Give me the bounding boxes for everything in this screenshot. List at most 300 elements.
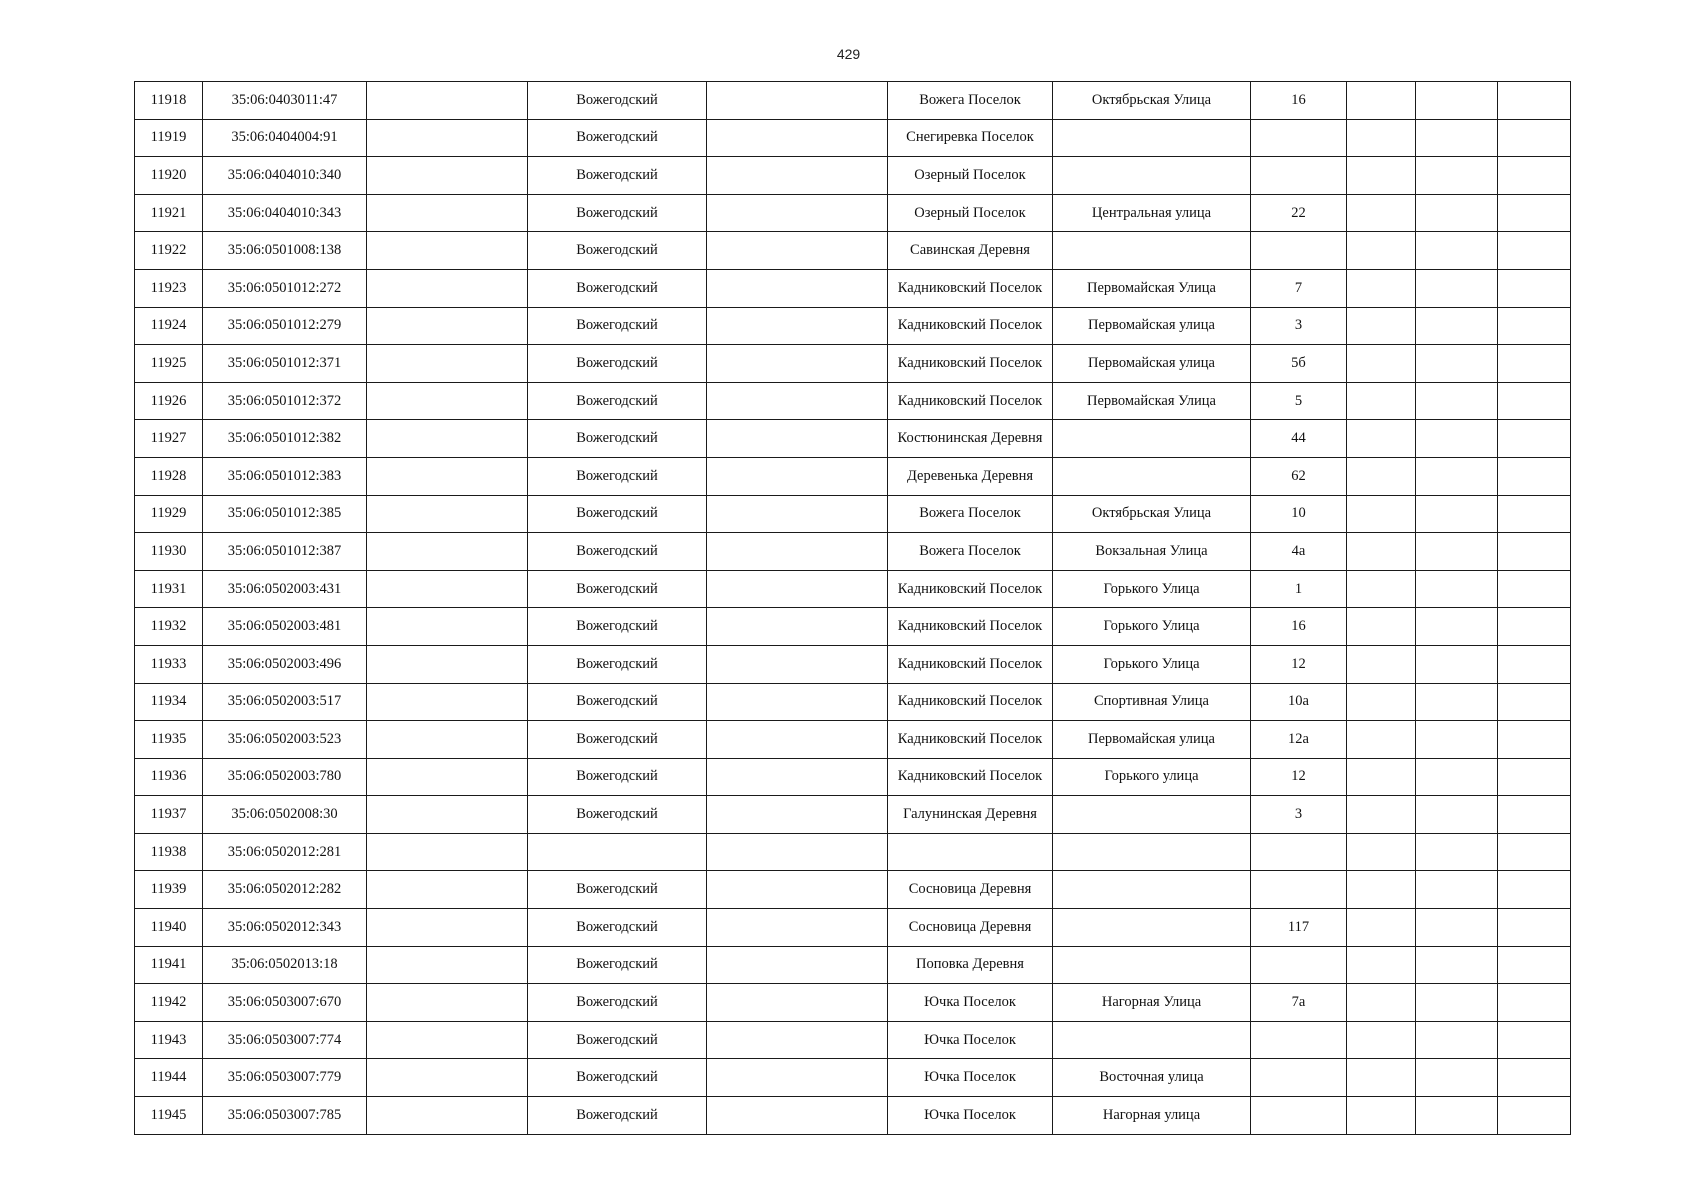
street-cell (1053, 1021, 1251, 1059)
empty-cell (1347, 232, 1416, 270)
empty-cell (1416, 683, 1498, 721)
empty-cell (1416, 533, 1498, 571)
empty-cell (1498, 345, 1571, 383)
empty-cell (367, 82, 528, 120)
cadastral-number-cell: 35:06:0501012:371 (203, 345, 367, 383)
empty-cell (1498, 909, 1571, 947)
table-row (135, 345, 1571, 383)
table-row (135, 269, 1571, 307)
district-cell: Вожегодский (528, 871, 707, 909)
house-number-cell (1251, 1059, 1347, 1097)
house-number-cell: 1 (1251, 570, 1347, 608)
cadastral-number-cell: 35:06:0403011:47 (203, 82, 367, 120)
row-number-cell: 11941 (135, 946, 203, 984)
locality-cell: Ючка Поселок (888, 1021, 1053, 1059)
cadastral-number-cell: 35:06:0502003:431 (203, 570, 367, 608)
district-cell: Вожегодский (528, 533, 707, 571)
house-number-cell (1251, 232, 1347, 270)
cadastral-number-cell: 35:06:0503007:785 (203, 1097, 367, 1135)
empty-cell (1416, 1059, 1498, 1097)
empty-cell (1416, 194, 1498, 232)
cadastral-number-cell: 35:06:0503007:779 (203, 1059, 367, 1097)
district-cell: Вожегодский (528, 382, 707, 420)
row-number-cell: 11925 (135, 345, 203, 383)
empty-cell (1416, 495, 1498, 533)
table-row (135, 833, 1571, 871)
empty-cell (707, 533, 888, 571)
district-cell: Вожегодский (528, 946, 707, 984)
street-cell: Первомайская улица (1053, 345, 1251, 383)
empty-cell (1416, 871, 1498, 909)
empty-cell (1347, 157, 1416, 195)
empty-cell (367, 645, 528, 683)
street-cell: Нагорная улица (1053, 1097, 1251, 1135)
empty-cell (367, 232, 528, 270)
empty-cell (1347, 1021, 1416, 1059)
row-number-cell: 11923 (135, 269, 203, 307)
empty-cell (1416, 570, 1498, 608)
district-cell: Вожегодский (528, 457, 707, 495)
district-cell: Вожегодский (528, 683, 707, 721)
district-cell: Вожегодский (528, 194, 707, 232)
house-number-cell (1251, 119, 1347, 157)
cadastral-number-cell: 35:06:0502012:281 (203, 833, 367, 871)
locality-cell: Вожега Поселок (888, 533, 1053, 571)
empty-cell (1498, 570, 1571, 608)
empty-cell (707, 833, 888, 871)
cadastral-number-cell: 35:06:0502012:343 (203, 909, 367, 947)
locality-cell: Савинская Деревня (888, 232, 1053, 270)
empty-cell (367, 420, 528, 458)
empty-cell (1347, 457, 1416, 495)
empty-cell (367, 1021, 528, 1059)
cadastral-number-cell: 35:06:0404004:91 (203, 119, 367, 157)
registry-table (134, 81, 1571, 1135)
empty-cell (1416, 984, 1498, 1022)
locality-cell: Сосновица Деревня (888, 871, 1053, 909)
house-number-cell (1251, 1097, 1347, 1135)
empty-cell (707, 984, 888, 1022)
row-number-cell: 11936 (135, 758, 203, 796)
district-cell: Вожегодский (528, 345, 707, 383)
row-number-cell: 11944 (135, 1059, 203, 1097)
locality-cell: Снегиревка Поселок (888, 119, 1053, 157)
cadastral-number-cell: 35:06:0502003:517 (203, 683, 367, 721)
street-cell (1053, 420, 1251, 458)
empty-cell (707, 232, 888, 270)
district-cell: Вожегодский (528, 909, 707, 947)
empty-cell (1498, 1059, 1571, 1097)
district-cell: Вожегодский (528, 495, 707, 533)
district-cell: Вожегодский (528, 119, 707, 157)
locality-cell: Кадниковский Поселок (888, 608, 1053, 646)
locality-cell: Костюнинская Деревня (888, 420, 1053, 458)
empty-cell (1498, 457, 1571, 495)
row-number-cell: 11927 (135, 420, 203, 458)
empty-cell (367, 533, 528, 571)
district-cell: Вожегодский (528, 307, 707, 345)
empty-cell (367, 796, 528, 834)
house-number-cell: 3 (1251, 307, 1347, 345)
house-number-cell: 12 (1251, 645, 1347, 683)
empty-cell (1347, 82, 1416, 120)
empty-cell (1347, 570, 1416, 608)
street-cell (1053, 871, 1251, 909)
street-cell (1053, 946, 1251, 984)
row-number-cell: 11931 (135, 570, 203, 608)
empty-cell (1416, 157, 1498, 195)
street-cell (1053, 119, 1251, 157)
row-number-cell: 11921 (135, 194, 203, 232)
empty-cell (1498, 232, 1571, 270)
table-row (135, 533, 1571, 571)
empty-cell (1498, 871, 1571, 909)
locality-cell: Кадниковский Поселок (888, 570, 1053, 608)
empty-cell (1416, 833, 1498, 871)
empty-cell (1347, 683, 1416, 721)
empty-cell (1416, 721, 1498, 759)
empty-cell (707, 119, 888, 157)
table-row (135, 608, 1571, 646)
cadastral-number-cell: 35:06:0501008:138 (203, 232, 367, 270)
empty-cell (1416, 82, 1498, 120)
row-number-cell: 11934 (135, 683, 203, 721)
street-cell: Первомайская улица (1053, 721, 1251, 759)
empty-cell (1498, 758, 1571, 796)
empty-cell (367, 345, 528, 383)
empty-cell (707, 82, 888, 120)
district-cell (528, 833, 707, 871)
row-number-cell: 11945 (135, 1097, 203, 1135)
street-cell (1053, 457, 1251, 495)
street-cell (1053, 796, 1251, 834)
empty-cell (707, 1021, 888, 1059)
empty-cell (1498, 119, 1571, 157)
table-row (135, 1059, 1571, 1097)
empty-cell (367, 721, 528, 759)
district-cell: Вожегодский (528, 796, 707, 834)
empty-cell (1347, 1097, 1416, 1135)
empty-cell (1498, 157, 1571, 195)
empty-cell (707, 608, 888, 646)
cadastral-number-cell: 35:06:0503007:670 (203, 984, 367, 1022)
empty-cell (367, 1059, 528, 1097)
empty-cell (1347, 758, 1416, 796)
table-row (135, 119, 1571, 157)
empty-cell (1498, 533, 1571, 571)
locality-cell: Кадниковский Поселок (888, 645, 1053, 683)
street-cell (1053, 833, 1251, 871)
empty-cell (1498, 645, 1571, 683)
empty-cell (707, 683, 888, 721)
row-number-cell: 11942 (135, 984, 203, 1022)
empty-cell (1498, 721, 1571, 759)
registry-table-body (135, 82, 1571, 1135)
table-row (135, 82, 1571, 120)
empty-cell (1416, 232, 1498, 270)
empty-cell (367, 608, 528, 646)
empty-cell (707, 420, 888, 458)
empty-cell (707, 382, 888, 420)
locality-cell (888, 833, 1053, 871)
empty-cell (707, 194, 888, 232)
cadastral-number-cell: 35:06:0501012:387 (203, 533, 367, 571)
street-cell: Нагорная Улица (1053, 984, 1251, 1022)
row-number-cell: 11935 (135, 721, 203, 759)
table-row (135, 570, 1571, 608)
district-cell: Вожегодский (528, 82, 707, 120)
empty-cell (367, 495, 528, 533)
street-cell: Горького улица (1053, 758, 1251, 796)
empty-cell (707, 909, 888, 947)
table-row (135, 194, 1571, 232)
table-row (135, 1097, 1571, 1135)
district-cell: Вожегодский (528, 984, 707, 1022)
cadastral-number-cell: 35:06:0501012:383 (203, 457, 367, 495)
empty-cell (367, 457, 528, 495)
page-number: 429 (836, 46, 861, 62)
empty-cell (367, 871, 528, 909)
empty-cell (1498, 833, 1571, 871)
table-row (135, 420, 1571, 458)
empty-cell (367, 119, 528, 157)
district-cell: Вожегодский (528, 570, 707, 608)
cadastral-number-cell: 35:06:0502003:523 (203, 721, 367, 759)
empty-cell (1347, 1059, 1416, 1097)
house-number-cell: 5б (1251, 345, 1347, 383)
empty-cell (1498, 796, 1571, 834)
row-number-cell: 11938 (135, 833, 203, 871)
empty-cell (1498, 194, 1571, 232)
table-row (135, 1021, 1571, 1059)
locality-cell: Озерный Поселок (888, 157, 1053, 195)
empty-cell (707, 157, 888, 195)
empty-cell (1498, 307, 1571, 345)
row-number-cell: 11932 (135, 608, 203, 646)
cadastral-number-cell: 35:06:0502012:282 (203, 871, 367, 909)
locality-cell: Кадниковский Поселок (888, 382, 1053, 420)
empty-cell (1347, 420, 1416, 458)
table-row (135, 232, 1571, 270)
empty-cell (707, 457, 888, 495)
street-cell: Первомайская Улица (1053, 269, 1251, 307)
district-cell: Вожегодский (528, 1097, 707, 1135)
empty-cell (1347, 307, 1416, 345)
table-row (135, 796, 1571, 834)
empty-cell (1347, 721, 1416, 759)
table-row (135, 909, 1571, 947)
table-row (135, 721, 1571, 759)
empty-cell (1347, 382, 1416, 420)
locality-cell: Ючка Поселок (888, 984, 1053, 1022)
street-cell (1053, 909, 1251, 947)
empty-cell (707, 721, 888, 759)
house-number-cell (1251, 1021, 1347, 1059)
street-cell: Октябрьская Улица (1053, 495, 1251, 533)
house-number-cell: 62 (1251, 457, 1347, 495)
empty-cell (1347, 495, 1416, 533)
table-row (135, 645, 1571, 683)
table-row (135, 457, 1571, 495)
locality-cell: Вожега Поселок (888, 495, 1053, 533)
table-row (135, 683, 1571, 721)
empty-cell (1416, 796, 1498, 834)
cadastral-number-cell: 35:06:0502003:780 (203, 758, 367, 796)
empty-cell (1347, 871, 1416, 909)
empty-cell (367, 833, 528, 871)
cadastral-number-cell: 35:06:0502003:481 (203, 608, 367, 646)
empty-cell (367, 194, 528, 232)
street-cell: Первомайская улица (1053, 307, 1251, 345)
empty-cell (707, 345, 888, 383)
row-number-cell: 11933 (135, 645, 203, 683)
locality-cell: Сосновица Деревня (888, 909, 1053, 947)
cadastral-number-cell: 35:06:0502013:18 (203, 946, 367, 984)
row-number-cell: 11928 (135, 457, 203, 495)
house-number-cell: 5 (1251, 382, 1347, 420)
empty-cell (367, 382, 528, 420)
row-number-cell: 11919 (135, 119, 203, 157)
street-cell: Горького Улица (1053, 608, 1251, 646)
locality-cell: Кадниковский Поселок (888, 683, 1053, 721)
empty-cell (707, 1097, 888, 1135)
table-row (135, 382, 1571, 420)
street-cell: Восточная улица (1053, 1059, 1251, 1097)
house-number-cell (1251, 871, 1347, 909)
house-number-cell: 7 (1251, 269, 1347, 307)
empty-cell (1347, 833, 1416, 871)
row-number-cell: 11939 (135, 871, 203, 909)
cadastral-number-cell: 35:06:0404010:343 (203, 194, 367, 232)
table-row (135, 307, 1571, 345)
empty-cell (1347, 946, 1416, 984)
locality-cell: Озерный Поселок (888, 194, 1053, 232)
cadastral-number-cell: 35:06:0503007:774 (203, 1021, 367, 1059)
cadastral-number-cell: 35:06:0501012:272 (203, 269, 367, 307)
empty-cell (707, 1059, 888, 1097)
house-number-cell (1251, 833, 1347, 871)
empty-cell (1416, 307, 1498, 345)
empty-cell (707, 758, 888, 796)
street-cell (1053, 157, 1251, 195)
cadastral-number-cell: 35:06:0501012:385 (203, 495, 367, 533)
empty-cell (1498, 1021, 1571, 1059)
house-number-cell: 22 (1251, 194, 1347, 232)
house-number-cell: 16 (1251, 608, 1347, 646)
table-row (135, 946, 1571, 984)
house-number-cell: 12а (1251, 721, 1347, 759)
street-cell: Спортивная Улица (1053, 683, 1251, 721)
locality-cell: Кадниковский Поселок (888, 758, 1053, 796)
row-number-cell: 11926 (135, 382, 203, 420)
empty-cell (1416, 1097, 1498, 1135)
empty-cell (1416, 946, 1498, 984)
row-number-cell: 11920 (135, 157, 203, 195)
district-cell: Вожегодский (528, 721, 707, 759)
empty-cell (1416, 1021, 1498, 1059)
empty-cell (367, 909, 528, 947)
locality-cell: Вожега Поселок (888, 82, 1053, 120)
empty-cell (1416, 608, 1498, 646)
street-cell: Октябрьская Улица (1053, 82, 1251, 120)
empty-cell (707, 796, 888, 834)
district-cell: Вожегодский (528, 608, 707, 646)
empty-cell (1498, 420, 1571, 458)
house-number-cell: 44 (1251, 420, 1347, 458)
empty-cell (1416, 645, 1498, 683)
cadastral-number-cell: 35:06:0502008:30 (203, 796, 367, 834)
row-number-cell: 11937 (135, 796, 203, 834)
empty-cell (1347, 645, 1416, 683)
house-number-cell: 10а (1251, 683, 1347, 721)
locality-cell: Кадниковский Поселок (888, 269, 1053, 307)
district-cell: Вожегодский (528, 420, 707, 458)
district-cell: Вожегодский (528, 645, 707, 683)
empty-cell (367, 1097, 528, 1135)
empty-cell (1347, 909, 1416, 947)
empty-cell (1498, 269, 1571, 307)
locality-cell: Ючка Поселок (888, 1097, 1053, 1135)
empty-cell (1498, 382, 1571, 420)
locality-cell: Кадниковский Поселок (888, 345, 1053, 383)
house-number-cell: 12 (1251, 758, 1347, 796)
empty-cell (367, 157, 528, 195)
house-number-cell (1251, 157, 1347, 195)
empty-cell (707, 495, 888, 533)
table-row (135, 984, 1571, 1022)
cadastral-number-cell: 35:06:0502003:496 (203, 645, 367, 683)
empty-cell (1416, 457, 1498, 495)
row-number-cell: 11940 (135, 909, 203, 947)
district-cell: Вожегодский (528, 157, 707, 195)
locality-cell: Кадниковский Поселок (888, 721, 1053, 759)
district-cell: Вожегодский (528, 758, 707, 796)
street-cell: Вокзальная Улица (1053, 533, 1251, 571)
empty-cell (707, 570, 888, 608)
empty-cell (1347, 119, 1416, 157)
row-number-cell: 11929 (135, 495, 203, 533)
empty-cell (1416, 758, 1498, 796)
empty-cell (367, 269, 528, 307)
empty-cell (1498, 946, 1571, 984)
empty-cell (1498, 82, 1571, 120)
street-cell: Горького Улица (1053, 570, 1251, 608)
street-cell: Первомайская Улица (1053, 382, 1251, 420)
row-number-cell: 11930 (135, 533, 203, 571)
empty-cell (707, 946, 888, 984)
empty-cell (1347, 345, 1416, 383)
empty-cell (707, 645, 888, 683)
empty-cell (1347, 533, 1416, 571)
house-number-cell: 3 (1251, 796, 1347, 834)
table-row (135, 758, 1571, 796)
empty-cell (1347, 608, 1416, 646)
empty-cell (367, 307, 528, 345)
locality-cell: Деревенька Деревня (888, 457, 1053, 495)
cadastral-number-cell: 35:06:0501012:279 (203, 307, 367, 345)
district-cell: Вожегодский (528, 1059, 707, 1097)
empty-cell (1347, 984, 1416, 1022)
empty-cell (1416, 119, 1498, 157)
row-number-cell: 11922 (135, 232, 203, 270)
empty-cell (1416, 345, 1498, 383)
empty-cell (367, 758, 528, 796)
empty-cell (1498, 984, 1571, 1022)
empty-cell (1416, 269, 1498, 307)
cadastral-number-cell: 35:06:0404010:340 (203, 157, 367, 195)
empty-cell (1498, 608, 1571, 646)
locality-cell: Ючка Поселок (888, 1059, 1053, 1097)
